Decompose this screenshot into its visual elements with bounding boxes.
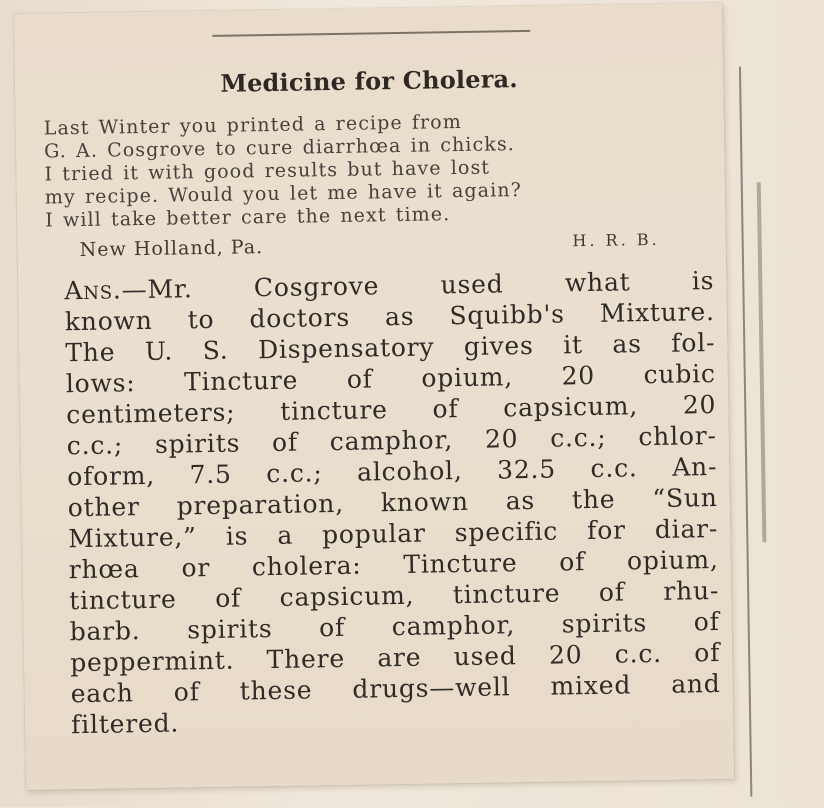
answer-line: each of these drugs—well mixed and bbox=[70, 668, 721, 709]
question-line: G. A. Cosgrove to cure diarrhœa in chicks. bbox=[43, 133, 516, 163]
answer-line: Mixture,” is a popular specific for diar- bbox=[68, 514, 719, 554]
answer-line: oform, 7.5 c.c.; alcohol, 32.5 c.c. An- bbox=[67, 452, 718, 492]
top-rule bbox=[212, 30, 530, 37]
question-signoff bbox=[80, 229, 700, 261]
answer-line: barb. spirits of camphor, spirits of bbox=[69, 606, 720, 647]
question-line: Last Winter you printed a recipe from bbox=[43, 110, 463, 140]
answer-line: peppermint. There are used 20 c.c. of bbox=[69, 637, 721, 678]
answer-line: lows: Tincture of opium, 20 cubic bbox=[65, 359, 716, 399]
answer-line-text: —Mr. Cosgrove used what is bbox=[121, 266, 715, 305]
question-line: I tried it with good results but have lost bbox=[44, 156, 491, 186]
question-line: my recipe. Would you let me have it again? bbox=[44, 179, 523, 209]
answer-line: other preparation, known as the “Sun bbox=[67, 483, 718, 523]
answer-line: tincture of capsicum, tincture of rhu- bbox=[68, 575, 720, 616]
answer-line: c.c.; spirits of camphor, 20 c.c.; chlor- bbox=[66, 421, 717, 461]
answer-line: centimeters; tincture of capsicum, 20 bbox=[66, 390, 717, 430]
newspaper-clipping bbox=[14, 3, 734, 790]
editor-answer bbox=[64, 265, 721, 740]
answer-line: known to doctors as Squibb's Mixture. bbox=[64, 297, 715, 337]
question-initials: H. R. B. bbox=[572, 229, 660, 251]
answer-label: Ans. bbox=[64, 275, 122, 306]
answer-line: rhœa or cholera: Tincture of opium, bbox=[68, 545, 719, 585]
article-headline: Medicine for Cholera. bbox=[220, 64, 519, 98]
reader-question bbox=[44, 107, 706, 232]
answer-line: filtered. bbox=[70, 708, 180, 740]
question-location: New Holland, Pa. bbox=[79, 236, 264, 261]
answer-line: The U. S. Dispensatory gives it as fol- bbox=[65, 328, 716, 368]
question-line: I will take better care the next time. bbox=[45, 203, 451, 232]
